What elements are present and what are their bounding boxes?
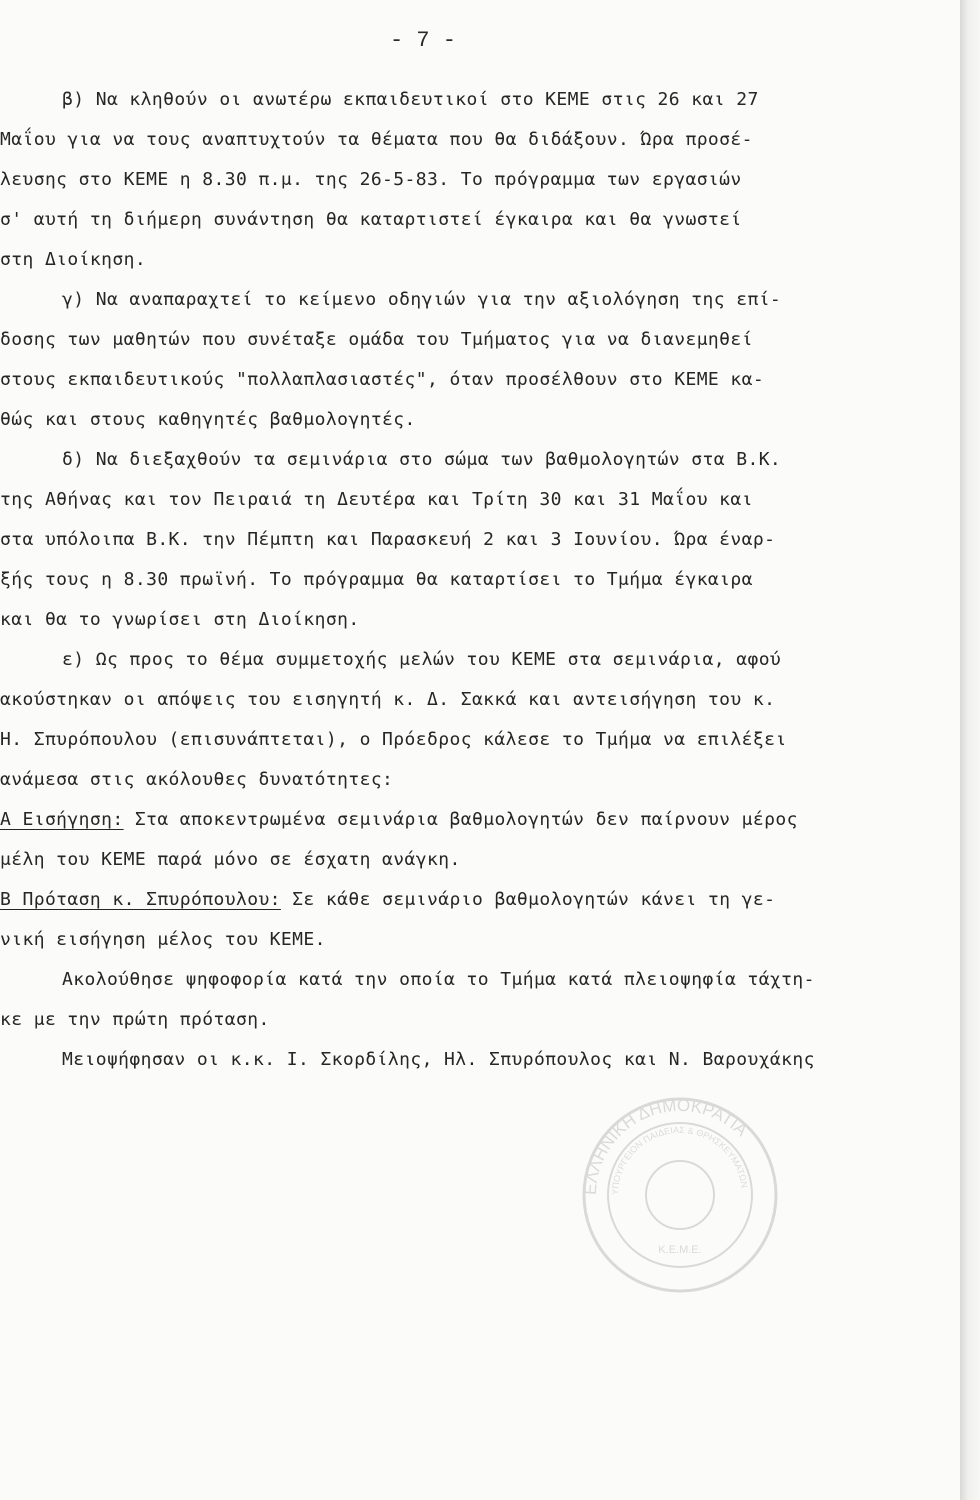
text-line: λευσης στο ΚΕΜΕ η 8.30 π.μ. της 26-5-83. Το πρόγραμμα των εργασιών bbox=[0, 169, 742, 190]
option-b-text: Σε κάθε σεμινάριο βαθμολογητών κάνει τη γε- bbox=[292, 889, 776, 910]
text-line: στα υπόλοιπα Β.Κ. την Πέμπτη και Παρασκευή 2 και 3 Ιουνίου. Ώρα έναρ- bbox=[0, 529, 776, 550]
option-a-label: Α Εισήγηση: bbox=[0, 809, 124, 830]
text-line: γ) Να αναπαραχτεί το κείμενο οδηγιών για την αξιολόγηση της επί- bbox=[62, 289, 782, 310]
text-line: σ' αυτή τη διήμερη συνάντηση θα καταρτιστεί έγκαιρα και θα γνωστεί bbox=[0, 209, 742, 230]
text-line: στη Διοίκηση. bbox=[0, 249, 147, 270]
seal-bottom-text: Κ.Ε.Μ.Ε. bbox=[658, 1244, 702, 1256]
page-number: - 7 - bbox=[390, 28, 457, 53]
text-line: Η. Σπυρόπουλου (επισυνάπτεται), ο Πρόεδρος κάλεσε το Τμήμα να επιλέξει bbox=[0, 729, 787, 750]
text-line: στους εκπαιδευτικούς "πολλαπλασιαστές", όταν προσέλθουν στο ΚΕΜΕ κα- bbox=[0, 369, 765, 390]
text-line: και θα το γνωρίσει στη Διοίκηση. bbox=[0, 609, 360, 630]
text-line: ξής τους η 8.30 πρωϊνή. Το πρόγραμμα θα καταρτίσει το Τμήμα έγκαιρα bbox=[0, 569, 753, 590]
text-line: Μειοψήφησαν οι κ.κ. Ι. Σκορδίλης, Ηλ. Σπυρόπουλος και Ν. Βαρουχάκης bbox=[62, 1049, 815, 1070]
text-line: Ακολούθησε ψηφοφορία κατά την οποία το Τμήμα κατά πλειοψηφία τάχτη- bbox=[62, 969, 815, 990]
text-line: ανάμεσα στις ακόλουθες δυνατότητες: bbox=[0, 769, 394, 790]
option-b-label: Β Πρόταση κ. Σπυρόπουλου: bbox=[0, 889, 281, 910]
text-line: νική εισήγηση μέλος του ΚΕΜΕ. bbox=[0, 929, 326, 950]
text-line: θώς και στους καθηγητές βαθμολογητές. bbox=[0, 409, 416, 430]
text-line: της Αθήνας και τον Πειραιά τη Δευτέρα και Τρίτη 30 και 31 Μαΐου και bbox=[0, 489, 753, 510]
option-a-line bbox=[0, 800, 960, 840]
option-a-text: Στα αποκεντρωμένα σεμινάρια βαθμολογητών δεν παίρνουν μέρος bbox=[134, 809, 798, 830]
document-body bbox=[0, 80, 960, 1080]
seal-inner-text: ΥΠΟΥΡΓΕΙΟΝ ΠΑΙΔΕΙΑΣ & ΘΡΗΣΚΕΥΜΑΤΩΝ bbox=[609, 1124, 750, 1196]
text-line: ακούστηκαν οι απόψεις του εισηγητή κ. Δ. Σακκά και αντεισήγηση του κ. bbox=[0, 689, 776, 710]
text-line: κε με την πρώτη πρόταση. bbox=[0, 1009, 270, 1030]
text-line: μέλη του ΚΕΜΕ παρά μόνο σε έσχατη ανάγκη. bbox=[0, 849, 461, 870]
text-line: ε) Ως προς το θέμα συμμετοχής μελών του ΚΕΜΕ στα σεμινάρια, αφού bbox=[62, 649, 782, 670]
page-edge bbox=[960, 0, 980, 1500]
text-line: β) Να κληθούν οι ανωτέρω εκπαιδευτικοί στο ΚΕΜΕ στις 26 και 27 bbox=[62, 89, 759, 110]
text-line: δοσης των μαθητών που συνέταξε ομάδα του Τμήματος για να διανεμηθεί bbox=[0, 329, 753, 350]
official-seal-icon bbox=[580, 1095, 780, 1295]
text-line: δ) Να διεξαχθούν τα σεμινάρια στο σώμα των βαθμολογητών στα Β.Κ. bbox=[62, 449, 782, 470]
seal-outer-text: ΕΛΛΗΝΙΚΗ ΔΗΜΟΚΡΑΤΙΑ bbox=[580, 1095, 752, 1196]
option-b-line bbox=[0, 880, 960, 920]
text-line: Μαΐου για να τους αναπτυχτούν τα θέματα που θα διδάξουν. Ώρα προσέ- bbox=[0, 129, 753, 150]
